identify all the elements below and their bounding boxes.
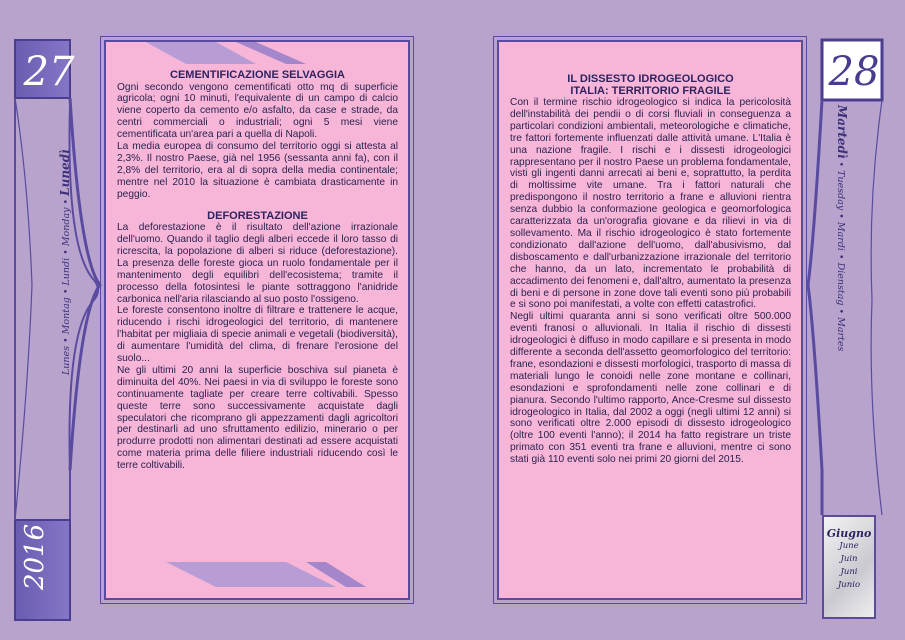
day-names-right: Martedì • Tuesday • Mardi • Dienstag • Martes [835,105,849,352]
month-name-es: Junio [837,580,861,590]
right-title-line1: IL DISSESTO IDROGEOLOGICO [567,73,734,85]
month-name: Giugno [826,527,872,540]
right-text-panel [497,40,803,600]
paragraph: La media europea di consumo del territorio oggi si attesta al 2,3%. Il nostro Paese, già nel 1956 (sessanta anni fa), con il 2,8% del territorio, era al di sopra della media continentale; mentre nel 2010 la situazione è cambiata drasticamente in peggio. [117,141,398,200]
month-name-en: June [839,541,859,551]
section-title-deforestazione: DEFORESTAZIONE [207,209,308,222]
section-title-cementificazione: CEMENTIFICAZIONE SELVAGGIA [170,69,345,81]
paragraph: La deforestazione è il risultato dell'azione irrazionale dell'uomo. Quando il taglio degli alberi eccede il loro tasso di ricrescita, la popolazione di alberi si riduce (deforestazione). La presenza delle foreste gioca un ruolo fondamentale per il mantenimento degli equilibri dell'ecosistema; tramite il processo della fotosintesi le piante sottraggono l'anidride carbonica nell'aria rilasciando al suo posto l'ossigeno. [117,222,398,305]
month-name-de: Juni [840,567,858,577]
right-title-line2: ITALIA: TERRITORIO FRAGILE [570,84,731,97]
paragraph: Con il termine rischio idrogeologico si indica la pericolosità dell'instabilità dei pendii o di corsi fluviali in conseguenza a particolari condizioni ambientali, meteorologiche e climatiche, tre fattori fortemente influenzati dalle attività umane. L'Italia è una nazione fragile. I rischi e i dissesti idrogeologici rappresentano per il nostro Paese un problema fondamentale, visti gli ingenti danni arrecati ai beni e, soprattutto, la perdita di moltissime vite umane. Tra i fattori naturali che predispongono il nostro territorio a frane e alluvioni rientra senza dubbio la conformazione geologica e geomorfologica caratterizzata da un'orografia giovane e da rilievi in via di sollevamento. Ma il rischio idrogeologico è stato fortemente condizionato dall'azione dell'uomo, dall'abusivismo, dal disboscamento e dall'urbanizzazione irrazionale del territorio che hanno, da un lato, incrementato le probabilità di accadimento dei fenomeni e, dall'altro, aumentato la presenza di beni e di persone in zone dove tali eventi sono più probabili e si sono poi manifestati, a volte con effetti catastrofici. [510,97,791,311]
paragraph: Ogni secondo vengono cementificati otto mq di superficie agricola; ogni 10 minuti, l'equivalente di un campo di calcio viene coperto da cemento e/o asfalto, da case e strade, da centri commerciali o industriali; ogni 5 mesi viene cementificata un'area pari a quella di Napoli. [117,81,398,141]
day-number-left: 27 [23,49,75,95]
paragraph: Negli ultimi quaranta anni si sono verificati oltre 500.000 eventi franosi o alluvionali. In Italia il rischio di dissesti idrogeologici è diffuso in modo capillare e si presenta in modo differente a seconda dell'assetto geomorfologico del territorio: frane, esondazioni e dissesti morfologici, trasporto di massa di materiali lungo le conoidi nelle zone montane e collinari, esondazioni e sprofondamenti nelle zone collinari e di pianura. Secondo l'ultimo rapporto, Ance-Cresme sul dissesto idrogeologico in Italia, dal 2002 a oggi (negli ultimi 12 anni) si sono verificati oltre 2.000 episodi di dissesto idrogeologico (oltre 100 eventi l'anno); il 2014 ha fatto registrare un triste primato con 351 eventi tra frane e alluvioni, mentre ci sono stati già 110 eventi solo nei primi 20 giorni del 2015. [510,311,791,466]
month-box [822,515,876,619]
day-names-left: Lunes • Montag • Lundi • Monday • Lunedì [58,149,72,375]
left-text-panel [104,40,410,600]
day-number-right: 28 [828,49,880,95]
paragraph: Ne gli ultimi 20 anni la superficie boschiva sul pianeta è diminuita del 40%. Nei paesi in via di sviluppo le foreste sono continuamente tagliate per creare terre coltivabili. Spesso queste terre sono successivamente acquistate dagli speculatori che ricomprano gli appezzamenti dagli agricoltori per destinarli ad uno sfruttamento edilizio, minerario o per produrre prodotti non alimentari destinati ad essere acquistati come materia prima delle filiere industriali riducendo così le terre coltivabili. [117,364,398,472]
year-label: 2016 [20,523,50,590]
month-name-fr: Juin [840,554,858,564]
paragraph: Le foreste consentono inoltre di filtrare e trattenere le acque, riducendo i rischi idrogeologici del territorio, di mantenere l'habitat per migliaia di specie animali e vegetali (biodiversità), di aumentare l'umidità del clima, di frenare l'erosione del suolo... [117,305,398,365]
